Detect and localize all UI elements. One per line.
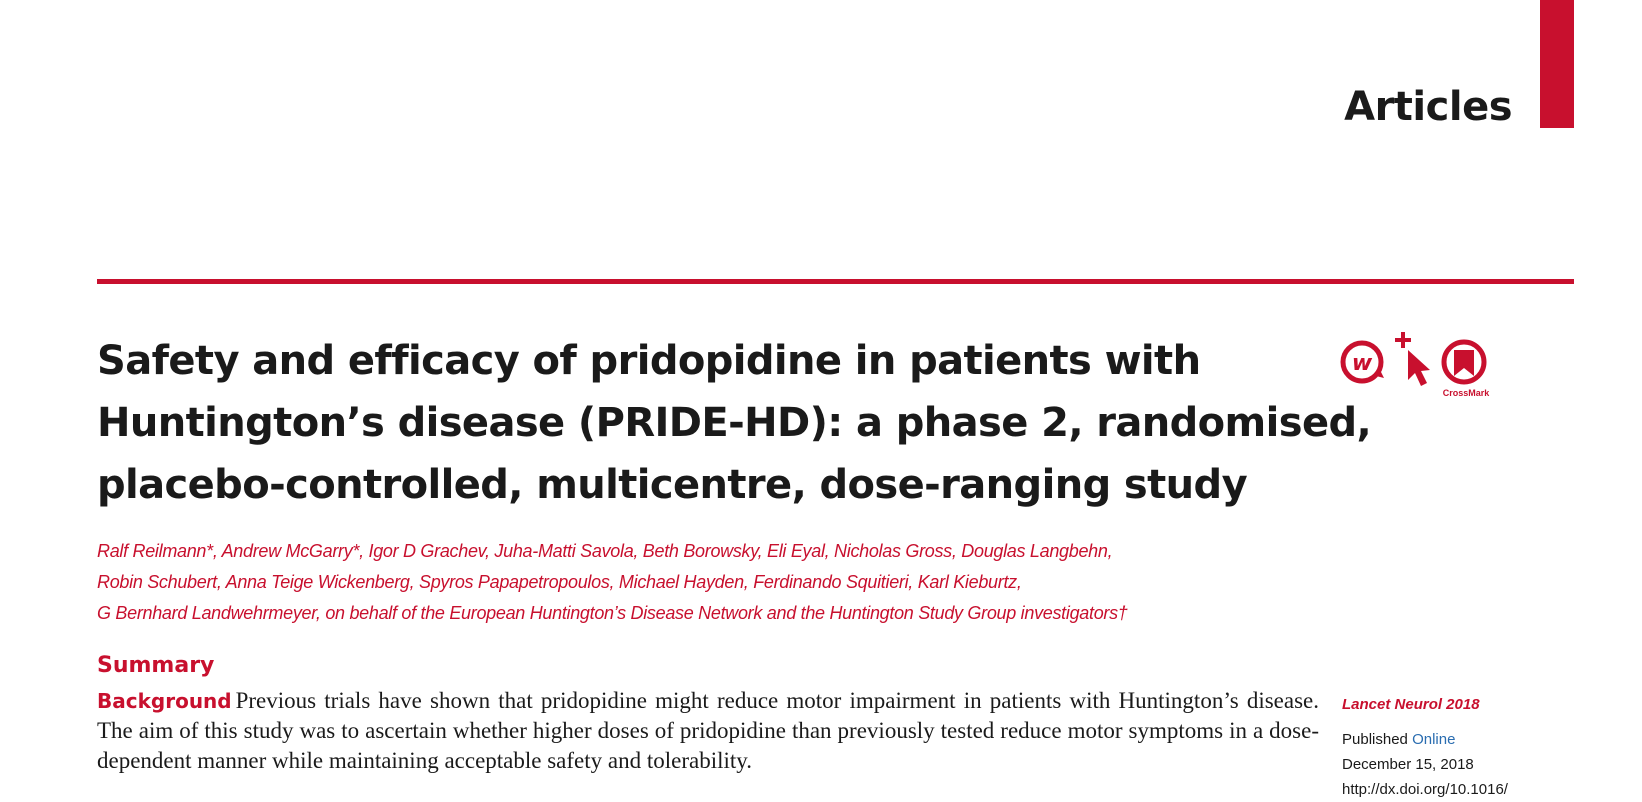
published-prefix: Published bbox=[1342, 731, 1413, 748]
corner-accent-bar bbox=[1540, 0, 1574, 128]
title-line: placebo-controlled, multicentre, dose-ranging study bbox=[97, 462, 1248, 508]
author-line: Robin Schubert, Anna Teige Wickenberg, Spyros Papapetropoulos, Michael Hayden, Ferdinando Squitieri, Karl Kieburtz, bbox=[97, 572, 1022, 592]
article-title bbox=[97, 330, 1372, 516]
journal-citation: Lancet Neurol 2018 bbox=[1342, 696, 1480, 713]
svg-text:w: w bbox=[1351, 351, 1373, 376]
title-line: Safety and efficacy of pridopidine in patients with bbox=[97, 338, 1201, 384]
background-label: Background bbox=[97, 689, 232, 713]
publication-date: December 15, 2018 bbox=[1342, 756, 1474, 773]
open-access-icon[interactable] bbox=[1343, 343, 1384, 381]
background-paragraph bbox=[97, 686, 1319, 776]
author-line: G Bernhard Landwehrmeyer, on behalf of the European Huntington’s Disease Network and the Huntington Study Group investigators† bbox=[97, 603, 1128, 623]
title-line: Huntington’s disease (PRIDE-HD): a phase 2, randomised, bbox=[97, 400, 1372, 446]
summary-heading: Summary bbox=[97, 653, 215, 678]
background-text: Previous trials have shown that pridopidine might reduce motor impairment in patients with Huntington’s disease. The aim of this study was to ascertain whether higher doses of pridopidine than previously tested reduce motor symptoms in a dose-dependent manner while maintaining acceptable safety and tolerability. bbox=[97, 688, 1319, 773]
published-online-line bbox=[1342, 727, 1582, 752]
crossmark-icon[interactable] bbox=[1443, 342, 1491, 398]
header-rule bbox=[97, 279, 1574, 284]
section-label: Articles bbox=[1344, 84, 1512, 130]
crossmark-label: CrossMark bbox=[1442, 388, 1490, 398]
doi-link[interactable]: http://dx.doi.org/10.1016/ bbox=[1342, 781, 1508, 798]
article-icons bbox=[1338, 330, 1508, 400]
author-list bbox=[97, 536, 1297, 629]
author-line: Ralf Reilmann*, Andrew McGarry*, Igor D Grachev, Juha-Matti Savola, Beth Borowsky, Eli Eyal, Nicholas Gross, Douglas Langbehn, bbox=[97, 541, 1113, 561]
online-link[interactable]: Online bbox=[1412, 731, 1456, 748]
publication-sidebar bbox=[1342, 692, 1582, 802]
add-cursor-icon[interactable] bbox=[1395, 332, 1430, 386]
